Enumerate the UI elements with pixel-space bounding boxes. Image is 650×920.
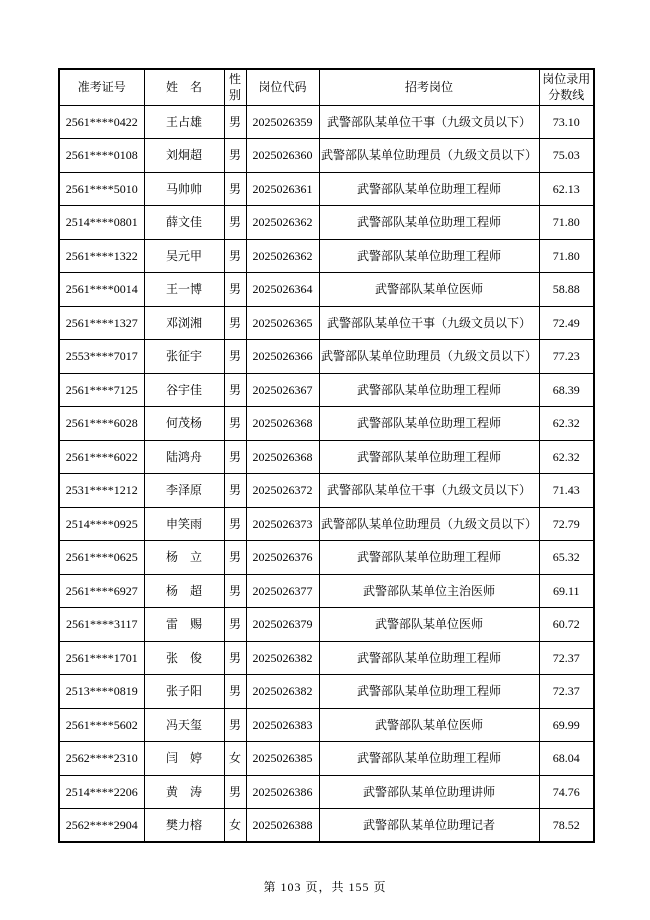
- code-cell: 2025026383: [246, 708, 319, 742]
- score-cell: 77.23: [539, 340, 594, 374]
- gender-cell: 男: [224, 474, 246, 508]
- name-cell: 何茂杨: [144, 407, 224, 441]
- position-cell: 武警部队某单位主治医师: [319, 574, 539, 608]
- column-header-score: 岗位录用分数线: [539, 69, 594, 105]
- code-cell: 2025026379: [246, 608, 319, 642]
- score-cell: 58.88: [539, 273, 594, 307]
- gender-cell: 男: [224, 440, 246, 474]
- table-row: [59, 742, 594, 776]
- position-cell: 武警部队某单位助理员（九级文员以下）: [319, 139, 539, 173]
- code-cell: 2025026362: [246, 239, 319, 273]
- table-header-row: [59, 69, 594, 105]
- ticket-cell: 2513****0819: [59, 675, 144, 709]
- gender-cell: 男: [224, 407, 246, 441]
- table-row: [59, 574, 594, 608]
- name-cell: 杨 立: [144, 541, 224, 575]
- gender-cell: 男: [224, 541, 246, 575]
- name-cell: 王占雄: [144, 105, 224, 139]
- score-cell: 69.11: [539, 574, 594, 608]
- gender-cell: 男: [224, 641, 246, 675]
- name-cell: 冯天玺: [144, 708, 224, 742]
- column-header-ticket: 准考证号: [59, 69, 144, 105]
- score-cell: 71.80: [539, 239, 594, 273]
- code-cell: 2025026362: [246, 206, 319, 240]
- name-cell: 吴元甲: [144, 239, 224, 273]
- position-cell: 武警部队某单位助理工程师: [319, 206, 539, 240]
- name-cell: 马帅帅: [144, 172, 224, 206]
- code-cell: 2025026373: [246, 507, 319, 541]
- code-cell: 2025026377: [246, 574, 319, 608]
- position-cell: 武警部队某单位助理工程师: [319, 407, 539, 441]
- column-header-position: 招考岗位: [319, 69, 539, 105]
- score-cell: 69.99: [539, 708, 594, 742]
- position-cell: 武警部队某单位助理工程师: [319, 541, 539, 575]
- code-cell: 2025026376: [246, 541, 319, 575]
- name-cell: 黄 涛: [144, 775, 224, 809]
- position-cell: 武警部队某单位助理工程师: [319, 742, 539, 776]
- name-cell: 张 俊: [144, 641, 224, 675]
- name-cell: 张征宇: [144, 340, 224, 374]
- score-cell: 71.43: [539, 474, 594, 508]
- score-cell: 71.80: [539, 206, 594, 240]
- gender-cell: 男: [224, 507, 246, 541]
- code-cell: 2025026368: [246, 440, 319, 474]
- ticket-cell: 2561****1701: [59, 641, 144, 675]
- code-cell: 2025026386: [246, 775, 319, 809]
- column-header-name: 姓 名: [144, 69, 224, 105]
- score-cell: 62.32: [539, 407, 594, 441]
- gender-cell: 男: [224, 239, 246, 273]
- score-cell: 72.49: [539, 306, 594, 340]
- position-cell: 武警部队某单位助理工程师: [319, 641, 539, 675]
- code-cell: 2025026382: [246, 675, 319, 709]
- table-row: [59, 809, 594, 843]
- table-row: [59, 340, 594, 374]
- ticket-cell: 2561****5602: [59, 708, 144, 742]
- table-row: [59, 474, 594, 508]
- position-cell: 武警部队某单位助理工程师: [319, 172, 539, 206]
- gender-cell: 女: [224, 742, 246, 776]
- name-cell: 张子阳: [144, 675, 224, 709]
- position-cell: 武警部队某单位干事（九级文员以下）: [319, 105, 539, 139]
- code-cell: 2025026385: [246, 742, 319, 776]
- gender-cell: 男: [224, 172, 246, 206]
- ticket-cell: 2561****5010: [59, 172, 144, 206]
- ticket-cell: 2561****1322: [59, 239, 144, 273]
- score-cell: 68.39: [539, 373, 594, 407]
- table-row: [59, 306, 594, 340]
- page-number-footer: 第 103 页，共 155 页: [263, 880, 387, 894]
- code-cell: 2025026388: [246, 809, 319, 843]
- code-cell: 2025026382: [246, 641, 319, 675]
- ticket-cell: 2561****6022: [59, 440, 144, 474]
- name-cell: 申笑雨: [144, 507, 224, 541]
- score-cell: 74.76: [539, 775, 594, 809]
- ticket-cell: 2561****6927: [59, 574, 144, 608]
- gender-cell: 男: [224, 574, 246, 608]
- table-row: [59, 708, 594, 742]
- table-row: [59, 139, 594, 173]
- name-cell: 邓浏湘: [144, 306, 224, 340]
- table-body: [59, 105, 594, 842]
- score-cell: 75.03: [539, 139, 594, 173]
- position-cell: 武警部队某单位助理记者: [319, 809, 539, 843]
- table-row: [59, 775, 594, 809]
- ticket-cell: 2561****6028: [59, 407, 144, 441]
- position-cell: 武警部队某单位干事（九级文员以下）: [319, 474, 539, 508]
- table-row: [59, 239, 594, 273]
- table-row: [59, 273, 594, 307]
- gender-cell: 女: [224, 809, 246, 843]
- gender-cell: 男: [224, 775, 246, 809]
- table-row: [59, 407, 594, 441]
- table-row: [59, 105, 594, 139]
- code-cell: 2025026366: [246, 340, 319, 374]
- code-cell: 2025026365: [246, 306, 319, 340]
- gender-cell: 男: [224, 105, 246, 139]
- gender-cell: 男: [224, 340, 246, 374]
- gender-cell: 男: [224, 306, 246, 340]
- table-row: [59, 608, 594, 642]
- gender-cell: 男: [224, 139, 246, 173]
- score-cell: 78.52: [539, 809, 594, 843]
- table-row: [59, 507, 594, 541]
- position-cell: 武警部队某单位助理工程师: [319, 239, 539, 273]
- table-row: [59, 541, 594, 575]
- code-cell: 2025026361: [246, 172, 319, 206]
- position-cell: 武警部队某单位助理工程师: [319, 373, 539, 407]
- ticket-cell: 2561****0625: [59, 541, 144, 575]
- table-row: [59, 675, 594, 709]
- position-cell: 武警部队某单位医师: [319, 708, 539, 742]
- ticket-cell: 2561****7125: [59, 373, 144, 407]
- table-row: [59, 206, 594, 240]
- ticket-cell: 2562****2310: [59, 742, 144, 776]
- position-cell: 武警部队某单位助理员（九级文员以下）: [319, 340, 539, 374]
- score-cell: 72.37: [539, 641, 594, 675]
- name-cell: 谷宇佳: [144, 373, 224, 407]
- gender-cell: 男: [224, 675, 246, 709]
- gender-cell: 男: [224, 273, 246, 307]
- score-cell: 68.04: [539, 742, 594, 776]
- name-cell: 雷 赐: [144, 608, 224, 642]
- column-header-gender: 性别: [224, 69, 246, 105]
- position-cell: 武警部队某单位医师: [319, 273, 539, 307]
- score-cell: 62.32: [539, 440, 594, 474]
- code-cell: 2025026360: [246, 139, 319, 173]
- name-cell: 李泽原: [144, 474, 224, 508]
- position-cell: 武警部队某单位助理工程师: [319, 440, 539, 474]
- ticket-cell: 2553****7017: [59, 340, 144, 374]
- name-cell: 杨 超: [144, 574, 224, 608]
- code-cell: 2025026367: [246, 373, 319, 407]
- position-cell: 武警部队某单位助理工程师: [319, 675, 539, 709]
- gender-cell: 男: [224, 373, 246, 407]
- code-cell: 2025026364: [246, 273, 319, 307]
- score-cell: 73.10: [539, 105, 594, 139]
- position-cell: 武警部队某单位医师: [319, 608, 539, 642]
- ticket-cell: 2561****0108: [59, 139, 144, 173]
- recruitment-score-table: [58, 68, 595, 843]
- position-cell: 武警部队某单位助理讲师: [319, 775, 539, 809]
- name-cell: 闫 婷: [144, 742, 224, 776]
- ticket-cell: 2561****0014: [59, 273, 144, 307]
- ticket-cell: 2562****2904: [59, 809, 144, 843]
- code-cell: 2025026359: [246, 105, 319, 139]
- name-cell: 王一博: [144, 273, 224, 307]
- ticket-cell: 2514****0925: [59, 507, 144, 541]
- score-cell: 60.72: [539, 608, 594, 642]
- position-cell: 武警部队某单位干事（九级文员以下）: [319, 306, 539, 340]
- score-cell: 72.37: [539, 675, 594, 709]
- table-row: [59, 373, 594, 407]
- gender-cell: 男: [224, 206, 246, 240]
- score-cell: 65.32: [539, 541, 594, 575]
- column-header-code: 岗位代码: [246, 69, 319, 105]
- table-row: [59, 641, 594, 675]
- ticket-cell: 2531****1212: [59, 474, 144, 508]
- ticket-cell: 2514****0801: [59, 206, 144, 240]
- position-cell: 武警部队某单位助理员（九级文员以下）: [319, 507, 539, 541]
- ticket-cell: 2561****0422: [59, 105, 144, 139]
- name-cell: 刘炯超: [144, 139, 224, 173]
- ticket-cell: 2514****2206: [59, 775, 144, 809]
- name-cell: 樊力榕: [144, 809, 224, 843]
- name-cell: 陆鸿舟: [144, 440, 224, 474]
- table-row: [59, 440, 594, 474]
- score-cell: 62.13: [539, 172, 594, 206]
- ticket-cell: 2561****1327: [59, 306, 144, 340]
- code-cell: 2025026368: [246, 407, 319, 441]
- table-row: [59, 172, 594, 206]
- gender-cell: 男: [224, 708, 246, 742]
- name-cell: 薛文佳: [144, 206, 224, 240]
- code-cell: 2025026372: [246, 474, 319, 508]
- score-cell: 72.79: [539, 507, 594, 541]
- ticket-cell: 2561****3117: [59, 608, 144, 642]
- gender-cell: 男: [224, 608, 246, 642]
